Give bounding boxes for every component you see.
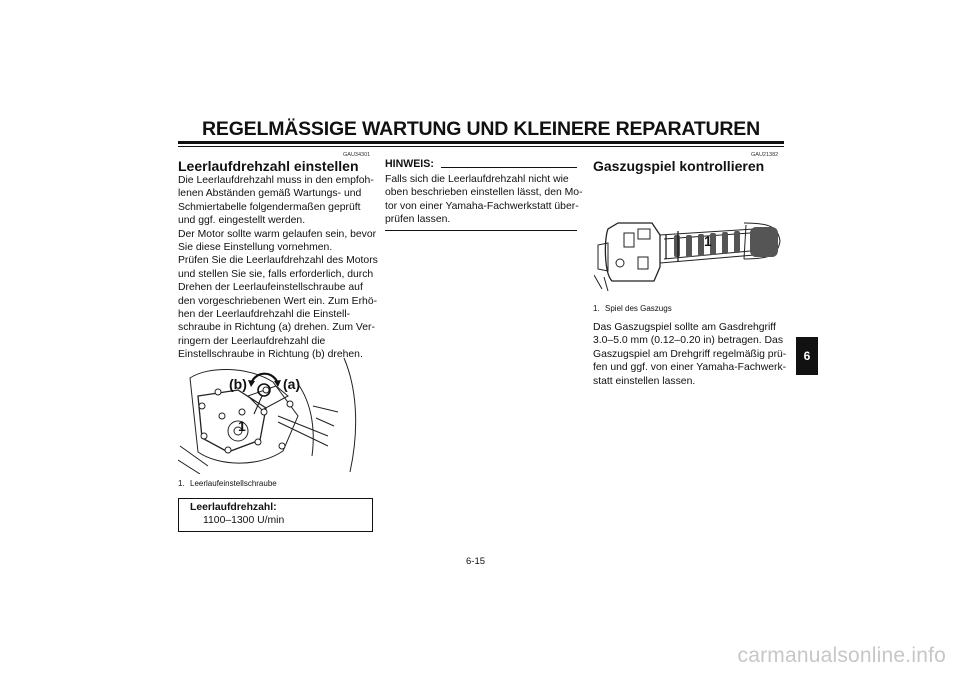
spec-value: 1100–1300 U/min — [203, 515, 285, 526]
text-line: statt einstellen lassen. — [593, 375, 696, 387]
header-rule-thin — [178, 146, 784, 147]
section-heading-idle-speed: Leerlaufdrehzahl einstellen — [178, 158, 359, 174]
note-heading-rule — [441, 167, 577, 168]
figure-label-a: (a) — [283, 376, 301, 392]
text-line: Einstellschraube in Richtung (b) drehen. — [178, 349, 363, 361]
text-line: schraube in Richtung (a) drehen. Zum Ver- — [178, 322, 375, 334]
page-number: 6-15 — [466, 556, 486, 567]
figure-caption: Spiel des Gaszugs — [605, 304, 672, 313]
header-rule-thick — [178, 141, 784, 144]
text-line: Prüfen Sie die Leerlaufdrehzahl des Motors — [178, 255, 378, 267]
text-line: und ggf. eingestellt werden. — [178, 215, 306, 227]
text-line: den vorgeschriebenen Wert ein. Zum Erhö- — [178, 295, 378, 307]
text-line: fen und ggf. von einer Yamaha-Fachwerk- — [593, 362, 787, 374]
page-header-title: REGELMÄSSIGE WARTUNG UND KLEINERE REPARATUREN — [202, 118, 760, 140]
text-line: Der Motor sollte warm gelaufen sein, bevor — [178, 228, 377, 240]
text-line: Gaszugspiel am Drehgriff regelmäßig prü- — [593, 348, 787, 360]
text-line: Sie diese Einstellung vornehmen. — [178, 242, 333, 254]
note-text — [385, 173, 585, 227]
figure-label-b: (b) — [229, 376, 247, 392]
section-code: GAU34301 — [343, 152, 371, 158]
throttle-paragraph — [593, 321, 793, 388]
text-line: Falls sich die Leerlaufdrehzahl nicht wie — [385, 174, 569, 185]
spec-label: Leerlaufdrehzahl: — [190, 502, 277, 513]
figure-label-1: 1 — [704, 233, 712, 249]
text-line: hen der Leerlaufdrehzahl die Einstell- — [178, 309, 351, 321]
throttle-grip-figure — [594, 205, 784, 295]
note-heading: HINWEIS: — [385, 158, 434, 170]
section-heading-throttle: Gaszugspiel kontrollieren — [593, 158, 765, 174]
idle-screw-figure — [178, 356, 374, 474]
watermark: carmanualsonline.info — [737, 644, 946, 667]
text-line: 3.0–5.0 mm (0.12–0.20 in) betragen. Das — [593, 335, 784, 347]
figure-caption: Leerlaufeinstellschraube — [190, 479, 277, 488]
caption-number: 1. — [178, 479, 185, 488]
text-line: prüfen lassen. — [385, 214, 451, 226]
note-end-rule — [385, 230, 577, 231]
text-line: oben beschrieben einstellen lässt, den Mo- — [385, 187, 583, 199]
text-line: Die Leerlaufdrehzahl muss in den empfoh- — [178, 175, 374, 186]
idle-speed-paragraph — [178, 174, 378, 362]
text-line: ringern der Leerlaufdrehzahl die — [178, 335, 326, 347]
caption-number: 1. — [593, 304, 600, 313]
text-line: lenen Abständen gemäß Wartungs- und — [178, 188, 362, 200]
text-line: Schmiertabelle folgendermaßen geprüft — [178, 201, 361, 213]
chapter-tab: 6 — [796, 337, 818, 375]
text-line: tor von einer Yamaha-Fachwerkstatt über- — [385, 200, 579, 212]
text-line: Das Gaszugspiel sollte am Gasdrehgriff — [593, 322, 776, 333]
figure-label-1: 1 — [238, 418, 246, 434]
text-line: und stellen Sie sie, falls erforderlich, durch — [178, 268, 374, 280]
text-line: Drehen der Leerlaufeinstellschraube auf — [178, 282, 363, 294]
section-code: GAU21382 — [751, 152, 779, 158]
